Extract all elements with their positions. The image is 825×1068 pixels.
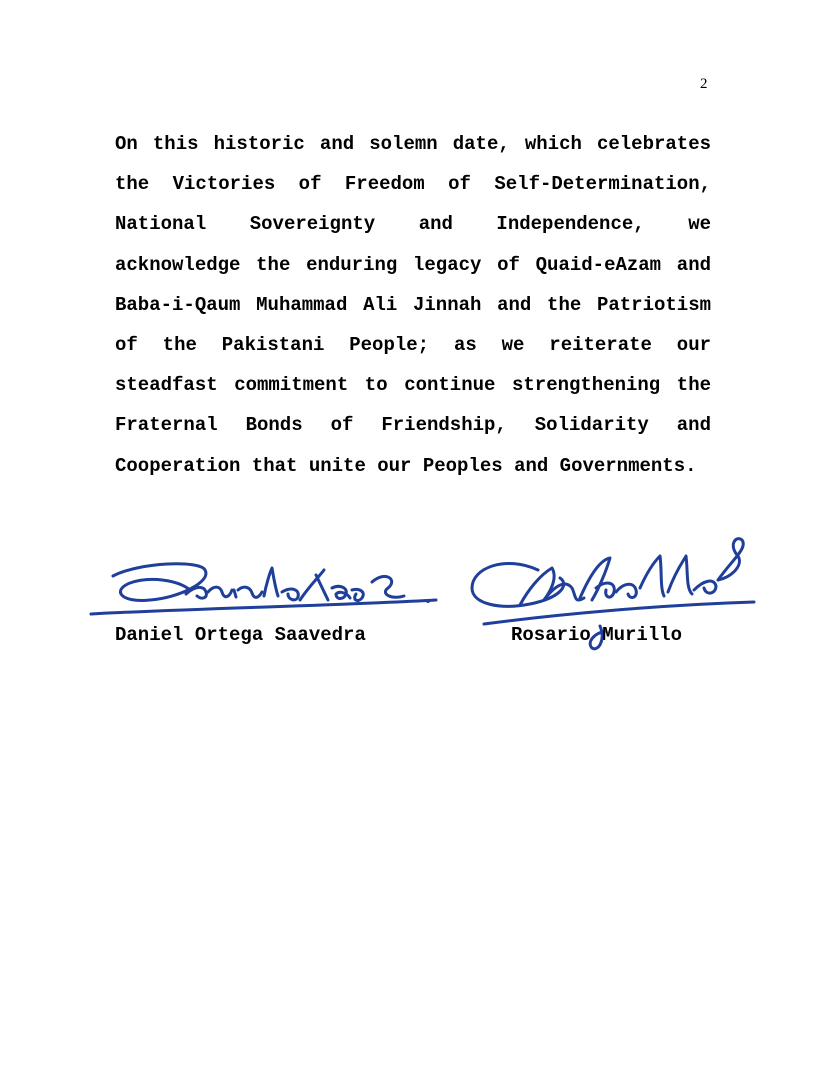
page-number: 2 — [700, 76, 708, 92]
statement-paragraph: On this historic and solemn date, which celebrates the Victories of Freedom of Self-Determination, National Sovereignty and Independence, we acknowledge the enduring legacy of Quaid-eAzam and Baba-i-Qaum Muhammad Ali Jinnah and the Patriotism of the Pakistani People; as we reiterate our steadfast commitment to continue strengthening the Fraternal Bonds of Friendship, Solidarity and Cooperation that unite our Peoples and Governments. — [115, 133, 711, 477]
signer-name-right: Rosario Murillo — [511, 624, 683, 646]
signature-daniel-ortega — [91, 564, 436, 614]
signer-name-left: Daniel Ortega Saavedra — [115, 624, 366, 646]
